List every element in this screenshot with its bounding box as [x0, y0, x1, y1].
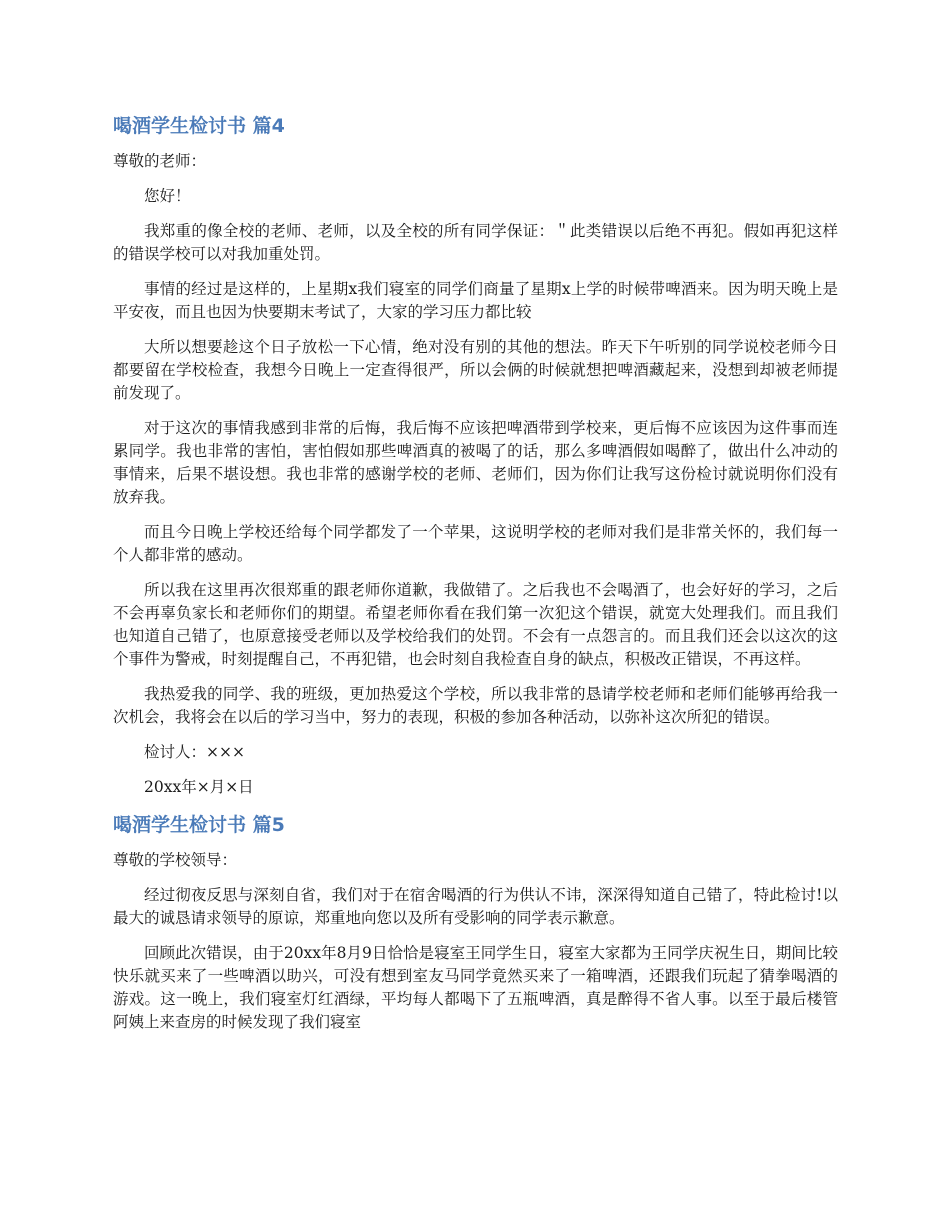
paragraph: 回顾此次错误，由于20xx年8月9日恰恰是寝室王同学生日，寝室大家都为王同学庆祝生日，期间比较快乐就买来了一些啤酒以助兴，可没有想到室友马同学竟然买来了一箱啤酒，还跟我们玩起了猜拳喝酒的游戏。这一晚上，我们寝室灯红酒绿，平均每人都喝下了五瓶啤酒，真是醉得不省人事。以至于最后楼管阿姨上来查房的时候发现了我们寝室 — [113, 944, 838, 1031]
paragraph: 经过彻夜反思与深刻自省，我们对于在宿舍喝酒的行为供认不讳，深深得知道自己错了，特此检讨!以最大的诚恳请求领导的原谅，郑重地向您以及所有受影响的同学表示歉意。 — [113, 886, 838, 927]
paragraph: 事情的经过是这样的，上星期x我们寝室的同学们商量了星期x上学的时候带啤酒来。因为明天晚上是平安夜，而且也因为快要期末考试了，大家的学习压力都比较 — [113, 280, 838, 321]
salutation: 尊敬的学校领导： — [113, 851, 238, 869]
paragraph: 大所以想要趁这个日子放松一下心情，绝对没有别的其他的想法。昨天下午听别的同学说校老师今日都要留在学校检查，我想今日晚上一定查得很严，所以会俩的时候就想把啤酒藏起来，没想到却被老师提前发现了。 — [113, 338, 838, 402]
paragraph: 我郑重的像全校的老师、老师，以及全校的所有同学保证：＂此类错误以后绝不再犯。假如再犯这样的错误学校可以对我加重处罚。 — [113, 222, 838, 263]
paragraph: 而且今日晚上学校还给每个同学都发了一个苹果，这说明学校的老师对我们是非常关怀的，我们每一个人都非常的感动。 — [113, 523, 838, 564]
document-page — [113, 112, 838, 1046]
paragraph: 我热爱我的同学、我的班级，更加热爱这个学校，所以我非常的恳请学校老师和老师们能够再给我一次机会，我将会在以后的学习当中，努力的表现，积极的参加各种活动，以弥补这次所犯的错误。 — [113, 685, 838, 726]
section-heading-4: 喝酒学生检讨书 篇4 — [113, 115, 285, 137]
section-heading-5: 喝酒学生检讨书 篇5 — [113, 814, 285, 836]
paragraph: 对于这次的事情我感到非常的后悔，我后悔不应该把啤酒带到学校来，更后悔不应该因为这件事而连累同学。我也非常的害怕，害怕假如那些啤酒真的被喝了的话，那么多啤酒假如喝醉了，做出什么冲动的事情来，后果不堪设想。我也非常的感谢学校的老师、老师们，因为你们让我写这份检讨就说明你们没有放弃我。 — [113, 419, 838, 506]
salutation: 尊敬的老师： — [113, 152, 207, 170]
date-line: 20xx年×月×日 — [144, 778, 254, 796]
signature-line: 检讨人：××× — [144, 743, 245, 761]
paragraph: 您好！ — [144, 187, 191, 205]
paragraph: 所以我在这里再次很郑重的跟老师你道歉，我做错了。之后我也不会喝酒了，也会好好的学习，之后不会再辜负家长和老师你们的期望。希望老师你看在我们第一次犯这个错误，就宽大处理我们。而且我们也知道自己错了，也原意接受老师以及学校给我们的处罚。不会有一点怨言的。而且我们还会以这次的这个事件为警戒，时刻提醒自己，不再犯错，也会时刻自我检查自身的缺点，积极改正错误，不再这样。 — [113, 581, 838, 668]
